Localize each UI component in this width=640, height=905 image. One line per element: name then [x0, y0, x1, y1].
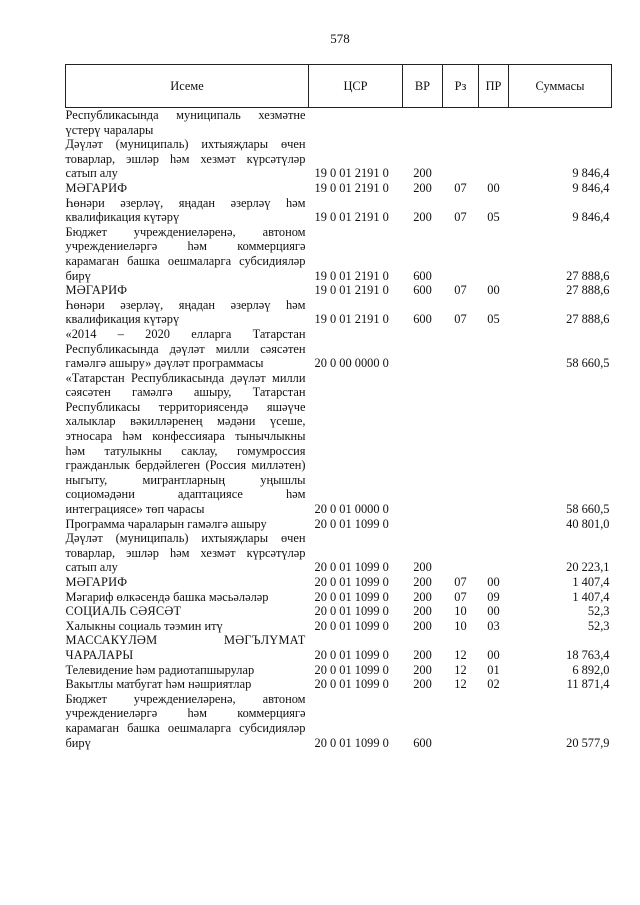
row-sum: 18 763,4 — [566, 647, 610, 662]
row-vr — [403, 371, 443, 517]
row-pr: 02 — [487, 677, 500, 692]
row-vr: 200 — [413, 180, 432, 195]
row-pr — [479, 137, 509, 181]
row-name: МАССАКҮЛӘМ МӘГЪЛҮМАТ ЧАРАЛАРЫ — [65, 633, 306, 662]
row-sum: 27 888,6 — [566, 268, 610, 283]
row-vr: 600 — [413, 268, 432, 283]
row-vr — [403, 327, 443, 371]
row-vr: 600 — [413, 735, 432, 750]
row-pr: 09 — [487, 589, 500, 604]
row-sum: 9 846,4 — [572, 166, 610, 181]
row-rz: 12 — [454, 662, 467, 677]
row-sum: 9 846,4 — [572, 210, 610, 225]
row-sum: 27 888,6 — [566, 312, 610, 327]
row-rz: 07 — [454, 575, 467, 589]
row-rz: 07 — [454, 180, 467, 195]
row-vr: 600 — [413, 312, 432, 327]
table-row — [66, 692, 612, 750]
table-row — [66, 604, 612, 619]
row-pr — [479, 692, 509, 750]
row-sum: 9 846,4 — [572, 180, 610, 195]
row-name: Телевидение һәм радиотапшырулар — [65, 662, 255, 677]
row-vr — [403, 517, 443, 532]
table-row — [66, 108, 612, 138]
row-name: Һөнәри әзерләү, яңадан әзерләү һәм квалификация күтәрү — [65, 297, 306, 327]
row-csr: 19 0 01 2191 0 — [314, 210, 389, 225]
row-rz — [443, 692, 479, 750]
row-csr: 20 0 01 0000 0 — [314, 502, 389, 517]
table-row — [66, 225, 612, 283]
row-sum: 6 892,0 — [572, 662, 610, 677]
row-vr: 200 — [413, 647, 432, 662]
row-vr: 200 — [413, 677, 432, 692]
row-rz: 07 — [454, 283, 467, 298]
row-rz — [443, 327, 479, 371]
row-sum: 27 888,6 — [566, 283, 610, 298]
row-name: Дәүләт (муниципаль) ихтыяҗлары өчен товарлар, эшләр һәм хезмәт күрсәтүләр сатып алу — [65, 531, 306, 575]
row-name: СОЦИАЛЬ СӘЯСӘТ — [65, 604, 182, 619]
row-rz: 07 — [454, 589, 467, 604]
row-pr: 05 — [487, 210, 500, 225]
row-rz: 10 — [454, 618, 467, 633]
row-csr: 20 0 01 1099 0 — [314, 735, 389, 750]
row-csr: 20 0 01 1099 0 — [314, 575, 389, 589]
row-pr — [479, 225, 509, 283]
row-rz — [443, 531, 479, 575]
row-pr: 00 — [487, 283, 500, 298]
row-csr — [309, 108, 403, 138]
row-sum: 20 577,9 — [566, 735, 610, 750]
row-vr: 200 — [413, 166, 432, 181]
row-vr: 200 — [413, 589, 432, 604]
header-row — [66, 65, 612, 108]
row-rz: 10 — [454, 604, 467, 619]
row-pr — [479, 517, 509, 532]
row-name: Республикасында муниципаль хезмәтне үстерү чаралары — [65, 108, 306, 137]
row-vr: 200 — [413, 604, 432, 619]
table-row — [66, 590, 612, 605]
row-name: Дәүләт (муниципаль) ихтыяҗлары өчен товарлар, эшләр һәм хезмәт күрсәтүләр сатып алу — [65, 137, 306, 181]
header-name: Исеме — [66, 65, 309, 108]
row-sum: 11 871,4 — [566, 677, 610, 692]
row-csr: 19 0 01 2191 0 — [314, 268, 389, 283]
table-body — [66, 108, 612, 751]
row-vr — [403, 108, 443, 138]
row-rz: 07 — [454, 210, 467, 225]
row-csr: 20 0 01 1099 0 — [314, 662, 389, 677]
row-name: Программа чараларын гамәлгә ашыру — [65, 516, 267, 531]
header-vr: ВР — [403, 65, 443, 108]
row-name: «2014 – 2020 елларга Татарстан Республикасында дәүләт милли сәясәтен гамәлгә ашыру» дәүләт программасы — [65, 326, 306, 371]
table-row — [66, 575, 612, 590]
row-csr: 19 0 01 2191 0 — [314, 283, 389, 298]
header-pr: ПР — [479, 65, 509, 108]
row-rz — [443, 108, 479, 138]
table-row — [66, 677, 612, 692]
row-vr: 200 — [413, 575, 432, 589]
row-sum: 52,3 — [587, 618, 610, 633]
row-pr: 00 — [487, 575, 500, 589]
table-header — [66, 65, 612, 108]
row-csr: 20 0 00 0000 0 — [314, 356, 389, 371]
table-row — [66, 531, 612, 575]
table-row — [66, 283, 612, 298]
row-csr: 20 0 01 1099 0 — [314, 677, 389, 692]
table-row — [66, 137, 612, 181]
table-row — [66, 371, 612, 517]
row-csr: 20 0 01 1099 0 — [314, 647, 389, 662]
row-pr: 05 — [487, 312, 500, 327]
table-row — [66, 517, 612, 532]
row-rz: 07 — [454, 312, 467, 327]
row-pr — [479, 371, 509, 517]
row-sum: 1 407,4 — [572, 589, 610, 604]
row-rz — [443, 137, 479, 181]
row-sum: 40 801,0 — [566, 516, 610, 531]
row-csr: 19 0 01 2191 0 — [314, 166, 389, 181]
row-pr — [479, 327, 509, 371]
row-csr: 20 0 01 1099 0 — [314, 604, 389, 619]
row-csr: 19 0 01 2191 0 — [314, 312, 389, 327]
row-vr: 200 — [413, 210, 432, 225]
row-name: Халыкны социаль тәэмин итү — [65, 618, 223, 633]
budget-table-container — [65, 64, 611, 750]
row-name: МӘГАРИФ — [65, 283, 128, 298]
row-name: Бюджет учреждениеләренә, автоном учреждениеләргә һәм коммерциягә карамаган башка оешмаларга субсидияләр бирү — [65, 224, 306, 283]
row-name: Һөнәри әзерләү, яңадан әзерләү һәм квалификация күтәрү — [65, 195, 306, 225]
row-name: МӘГАРИФ — [65, 180, 128, 195]
table-row — [66, 181, 612, 196]
table-row — [66, 196, 612, 225]
header-csr: ЦСР — [309, 65, 403, 108]
row-sum: 1 407,4 — [572, 575, 610, 589]
table-row — [66, 633, 612, 662]
row-sum: 20 223,1 — [566, 560, 610, 575]
row-pr — [479, 531, 509, 575]
header-rz: Рз — [443, 65, 479, 108]
row-name: МӘГАРИФ — [65, 575, 128, 589]
row-pr: 00 — [487, 647, 500, 662]
table-row — [66, 298, 612, 327]
budget-table — [65, 64, 612, 750]
row-sum: 58 660,5 — [566, 356, 610, 371]
row-csr: 20 0 01 1099 0 — [314, 589, 389, 604]
row-rz: 12 — [454, 677, 467, 692]
row-pr — [479, 108, 509, 138]
row-pr: 00 — [487, 180, 500, 195]
table-row — [66, 619, 612, 634]
row-name: Вакытлы матбугат һәм нәшриятлар — [65, 677, 252, 692]
row-vr: 200 — [413, 618, 432, 633]
table-row — [66, 663, 612, 678]
row-sum: 58 660,5 — [566, 502, 610, 517]
row-rz — [443, 371, 479, 517]
row-vr: 200 — [413, 560, 432, 575]
page-number: 578 — [330, 31, 350, 46]
row-vr: 600 — [413, 283, 432, 298]
header-sum: Суммасы — [509, 65, 612, 108]
row-pr: 00 — [487, 604, 500, 619]
row-rz — [443, 225, 479, 283]
row-name: «Татарстан Республикасында дәүләт милли сәясәтен гамәлгә ашыру, Татарстан Республикасы территориясендә яшәүче халыклар вәкилләренең мәдәни үсеше, этносара һәм конфессияара тынычлыкны һәм татулыкны саклау, гомумроссия гражданлык бердәйлеген (Россия милләтен) ныгыту, мигрантларның уңышлы социомәдәни адаптациясе һәм интеграциясе» төп чарасы — [65, 370, 306, 517]
row-name: Мәгариф өлкәсендә башка мәсьәләләр — [65, 589, 269, 604]
row-csr: 20 0 01 1099 0 — [314, 560, 389, 575]
row-rz: 12 — [454, 647, 467, 662]
row-pr: 03 — [487, 618, 500, 633]
row-csr: 20 0 01 1099 0 — [314, 618, 389, 633]
row-vr: 200 — [413, 662, 432, 677]
row-sum — [509, 108, 612, 138]
table-row — [66, 327, 612, 371]
row-name: Бюджет учреждениеләренә, автоном учреждениеләргә һәм коммерциягә карамаган башка оешмаларга субсидияләр бирү — [65, 691, 306, 750]
row-rz — [443, 517, 479, 532]
row-sum: 52,3 — [587, 604, 610, 619]
row-pr: 01 — [487, 662, 500, 677]
row-csr: 20 0 01 1099 0 — [314, 516, 389, 531]
row-csr: 19 0 01 2191 0 — [314, 180, 389, 195]
